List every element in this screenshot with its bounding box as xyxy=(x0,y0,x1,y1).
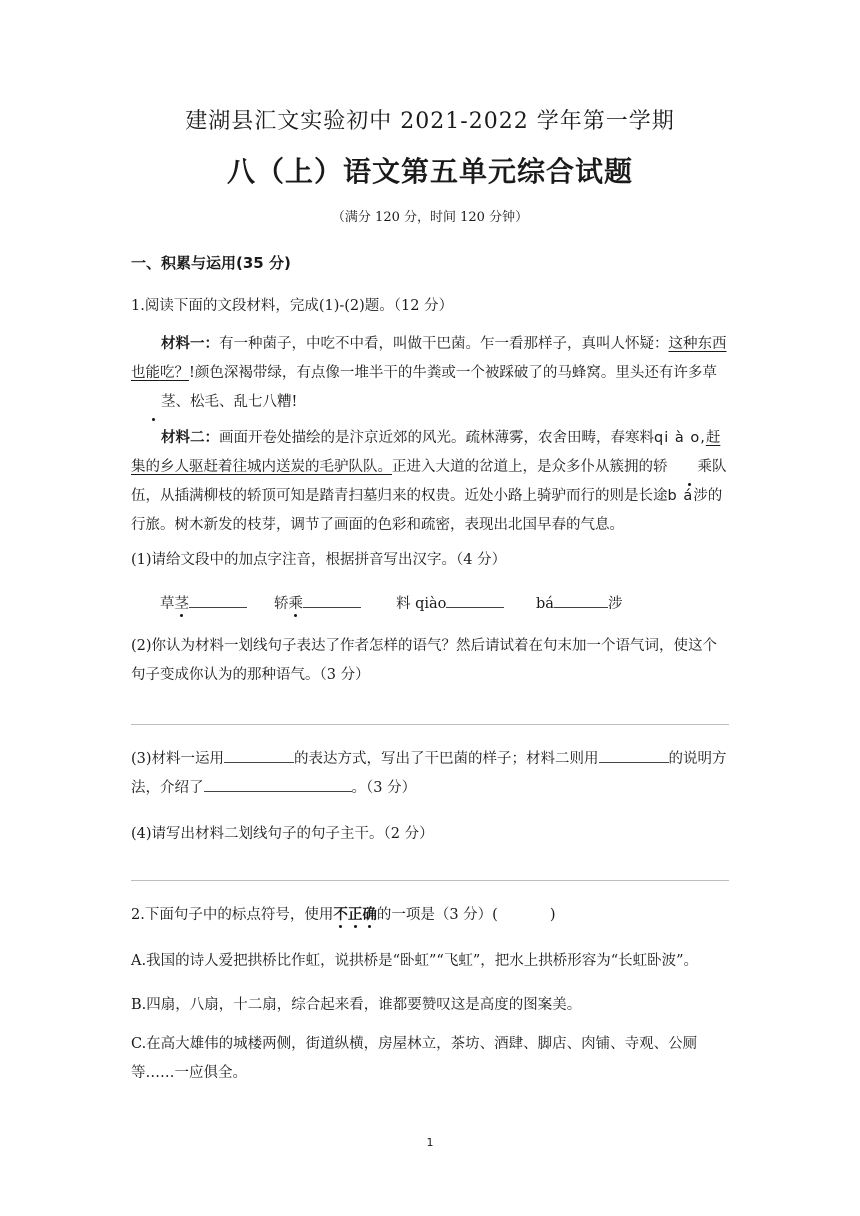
q1-stem: 1.阅读下面的文段材料，完成(1)-(2)题。（12 分） xyxy=(131,298,454,314)
fill-item-3-text: 料 qiào xyxy=(396,596,447,612)
fill-item-2 xyxy=(274,592,361,613)
material-2-pinyin-2: b á xyxy=(667,488,694,504)
answer-line-sub2[interactable] xyxy=(131,724,729,725)
sub3-text-a: (3)材料一运用 xyxy=(131,751,225,767)
answer-line-sub4[interactable] xyxy=(131,880,729,881)
fill-item-2-dotted-char: 乘 xyxy=(289,592,304,613)
material-2-label: 材料二： xyxy=(161,430,219,446)
q2-stem-a: 2.下面句子中的标点符号，使用 xyxy=(131,907,334,923)
material-2-text-d: 涉的行旅。树木新发的枝芽，调节了画面的色彩和疏密，表现出北国早春的气息。 xyxy=(131,488,723,533)
material-1-text-a: 有一种菌子，中吃不中看，叫做干巴菌。乍一看那样子，真叫人怀疑： xyxy=(219,336,669,352)
fill-item-2-char: 轿 xyxy=(274,596,289,612)
exam-subtitle: （满分 120 分，时间 120 分钟） xyxy=(331,210,529,225)
fill-item-4-blank[interactable] xyxy=(554,606,608,608)
q1-sub3-prompt xyxy=(131,745,731,803)
sub3-text-b: 的表达方式，写出了干巴菌的样子；材料二则用 xyxy=(294,751,599,767)
material-1-dotted-char: 茎 xyxy=(131,388,176,417)
fill-item-1 xyxy=(160,592,247,613)
q2-stem-c: ) xyxy=(549,907,556,923)
q1-sub2-prompt: (2)你认为材料一划线句子表达了作者怎样的语气？然后请试着在句末加一个语气词，使这个句子变成你认为的那种语气。（3 分） xyxy=(131,638,718,683)
q1-sub4-prompt: (4)请写出材料二划线句子的句子主干。（2 分） xyxy=(131,826,434,842)
material-2-text-c: 队伍，从插满柳枝的轿顶可知是踏青扫墓归来的权贵。近处小路上骑驴而行的则是长途 xyxy=(131,459,727,504)
sub3-blank-3[interactable] xyxy=(204,790,352,792)
fill-item-4-after: 涉 xyxy=(607,596,623,612)
material-2-underlined-sentence: 赶集的乡人驱赶着往城内送炭的毛驴队队。 xyxy=(131,430,721,475)
material-2-dotted-char: 乘 xyxy=(668,453,713,482)
page-number: 1 xyxy=(426,1136,434,1149)
school-term-line: 建湖县汇文实验初中 2021-2022 学年第一学期 xyxy=(185,109,675,134)
q2-dotted-char-3: 确 xyxy=(362,903,377,924)
material-1-underlined-sentence: 这种东西也能吃？ xyxy=(131,336,727,381)
material-1-text-c: 、松毛、乱七八糟! xyxy=(175,394,298,410)
material-1-label: 材料一： xyxy=(161,336,219,352)
q2-dotted-char-1: 不 xyxy=(333,903,348,924)
sub3-text-c: 的说明方法，介绍了 xyxy=(131,751,727,796)
material-2-text-a: 画面开卷处描绘的是汴京近郊的风光。疏林薄雾，农舍田畴，春寒料 xyxy=(219,430,654,446)
sub3-blank-1[interactable] xyxy=(224,761,294,763)
material-2-pinyin-1: qi à o, xyxy=(654,430,706,446)
fill-item-4-pinyin: bá xyxy=(536,596,554,612)
q1-sub1-prompt: (1)请给文段中的加点字注音，根据拼音写出汉字。（4 分） xyxy=(131,552,507,568)
material-2-paragraph xyxy=(131,424,731,540)
section-heading-1: 一、积累与运用(35 分) xyxy=(131,254,291,272)
material-1-paragraph xyxy=(131,330,731,417)
fill-item-1-dotted-char: 茎 xyxy=(175,592,190,613)
exam-title: 八（上）语文第五单元综合试题 xyxy=(226,155,633,188)
q2-stem-b: 的一项是（3 分）( xyxy=(376,907,498,923)
fill-item-1-blank[interactable] xyxy=(189,606,247,608)
sub3-blank-2[interactable] xyxy=(599,761,669,763)
q2-option-a[interactable]: A.我国的诗人爱把拱桥比作虹，说拱桥是“卧虹”“飞虹”，把水上拱桥形容为“长虹卧波”。 xyxy=(131,953,699,969)
material-2-text-b: 正进入大道的岔道上，是众多仆从簇拥的轿 xyxy=(392,459,668,475)
fill-item-4 xyxy=(536,592,622,613)
q2-stem xyxy=(131,903,556,924)
q2-option-c[interactable]: C.在高大雄伟的城楼两侧，街道纵横，房屋林立，茶坊、酒肆、脚店、肉铺、寺观、公厕等……一应俱全。 xyxy=(131,1036,698,1081)
fill-item-3-blank[interactable] xyxy=(446,606,504,608)
fill-item-1-char: 草 xyxy=(160,596,175,612)
q2-dotted-char-2: 正 xyxy=(348,903,363,924)
q2-option-b[interactable]: B.四扇，八扇，十二扇，综合起来看，谁都要赞叹这是高度的图案美。 xyxy=(131,997,582,1013)
fill-item-2-blank[interactable] xyxy=(303,606,361,608)
fill-item-3 xyxy=(396,592,504,613)
sub3-text-d: 。（3 分） xyxy=(351,780,417,796)
material-1-text-b: !颜色深褐带绿，有点像一堆半干的牛粪或一个被踩破了的马蜂窝。里头还有许多草 xyxy=(189,365,717,381)
